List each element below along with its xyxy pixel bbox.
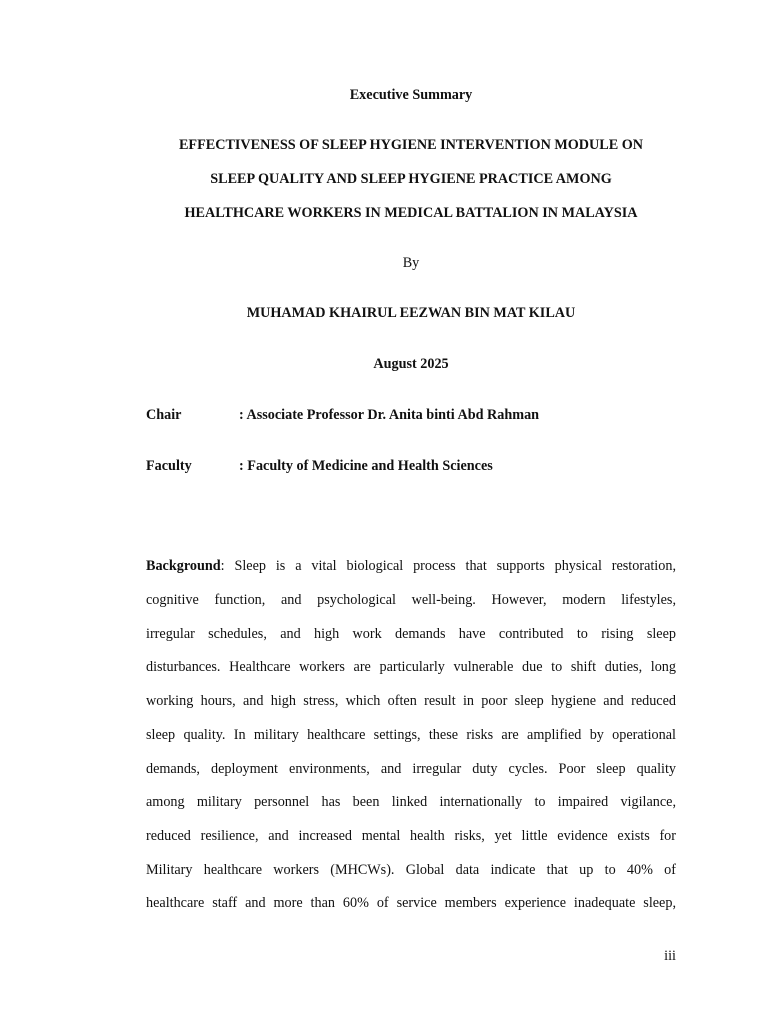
section-heading: Executive Summary bbox=[349, 87, 473, 103]
chair-label: Chair bbox=[146, 407, 182, 423]
background-line-6: sleep quality. In military healthcare settings, these risks are amplified by operational bbox=[146, 727, 676, 743]
chair-value: : Associate Professor Dr. Anita binti Abd Rahman bbox=[239, 407, 540, 423]
submission-date: August 2025 bbox=[373, 356, 449, 372]
background-line-10: Military healthcare workers (MHCWs). Global data indicate that up to 40% of bbox=[146, 862, 676, 878]
background-line-7: demands, deployment environments, and irregular duty cycles. Poor sleep quality bbox=[146, 761, 676, 777]
title-line-1: EFFECTIVENESS OF SLEEP HYGIENE INTERVENTION MODULE ON bbox=[178, 137, 644, 153]
faculty-value: : Faculty of Medicine and Health Sciences bbox=[239, 458, 493, 474]
background-first-line-text: : Sleep is a vital biological process that supports physical restoration, bbox=[220, 558, 676, 574]
background-line-3: irregular schedules, and high work demands have contributed to rising sleep bbox=[146, 626, 676, 642]
background-line-4: disturbances. Healthcare workers are particularly vulnerable due to shift duties, long bbox=[146, 659, 676, 675]
title-line-3: HEALTHCARE WORKERS IN MEDICAL BATTALION IN MALAYSIA bbox=[184, 205, 638, 221]
background-line-8: among military personnel has been linked internationally to impaired vigilance, bbox=[146, 794, 676, 810]
background-line-11: healthcare staff and more than 60% of service members experience inadequate sleep, bbox=[146, 895, 676, 911]
background-line-5: working hours, and high stress, which often result in poor sleep hygiene and reduced bbox=[146, 693, 676, 709]
background-line-9: reduced resilience, and increased mental health risks, yet little evidence exists for bbox=[146, 828, 676, 844]
page-number: iii bbox=[664, 948, 676, 964]
author-name: MUHAMAD KHAIRUL EEZWAN BIN MAT KILAU bbox=[246, 305, 576, 321]
background-label: Background bbox=[146, 558, 221, 574]
by-line: By bbox=[402, 255, 420, 271]
faculty-label: Faculty bbox=[146, 458, 192, 474]
title-line-2: SLEEP QUALITY AND SLEEP HYGIENE PRACTICE AMONG bbox=[210, 171, 612, 187]
background-line-2: cognitive function, and psychological well-being. However, modern lifestyles, bbox=[146, 592, 676, 608]
background-line-1 bbox=[146, 557, 676, 575]
